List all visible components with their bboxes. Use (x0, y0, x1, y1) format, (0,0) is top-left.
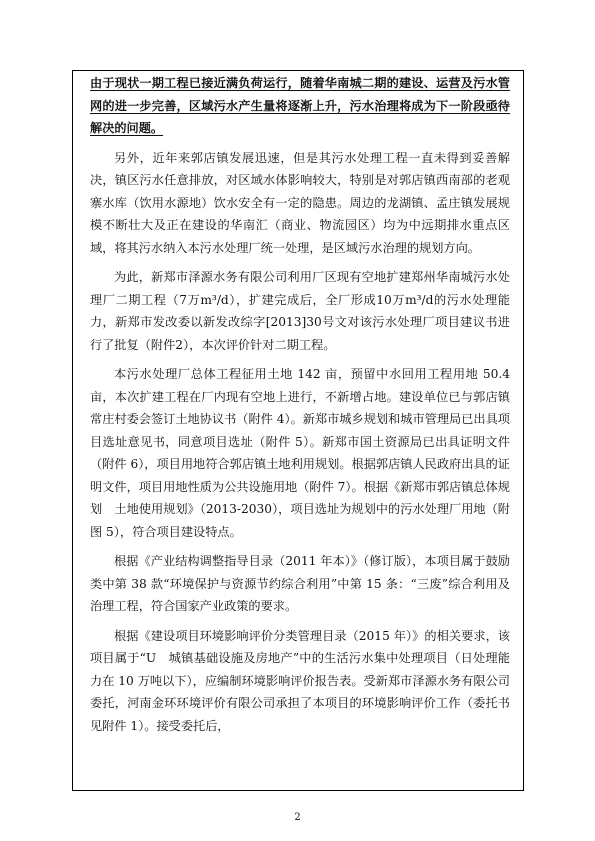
paragraph-expansion: 为此，新郑市泽源水务有限公司利用厂区现有空地扩建郑州华南城污水处理厂二期工程（7万m³/d），扩建完成后，全厂形成10万m³/d的污水处理能力，新郑市发改委以新发改综字[2013]30号文对该污水处理厂项目建议书进行了批复（附件2），本次评价针对二期工程。 (90, 270, 510, 352)
paragraph-policy: 根据《产业结构调整指导目录（2011 年本）》（修订版），本项目属于鼓励类中第 38 款“环境保护与资源节约综合利用”中第 15 条：“三废”综合利用及治理工程，符合国家产业政策的要求。 (90, 554, 510, 613)
page-number: 2 (294, 812, 301, 823)
document-body (90, 72, 510, 744)
paragraph-land: 本污水处理厂总体工程征用土地 142 亩，预留中水回用工程用地 50.4 亩，本次扩建工程在厂内现有空地上进行，不新增占地。建设单位已与郭店镇常庄村委会签订土地协议书（附件 4）。新郑市城乡规划和城市管理局已出具项目选址意见书，同意项目选址（附件 5）。新郑市国土资源局已出具证明文件（附件 6），项目用地符合郭店镇土地利用规划。根据郭店镇人民政府出具的证明文件，项目用地性质为公共设施用地（附件 7）。根据《新郑市郭店镇总体规划 土地使用规划》（2013-2030），项目选址为规划中的污水处理厂用地（附图 5），符合项目建设特点。 (90, 367, 510, 539)
paragraph-intro: 由于现状一期工程已接近满负荷运行，随着华南城二期的建设、运营及污水管网的进一步完善，区域污水产生量将逐渐上升，污水治理将成为下一阶段亟待解决的问题。 (90, 76, 510, 135)
paragraph-assessment: 根据《建设项目环境影响评价分类管理目录（2015 年）》的相关要求，该项目属于“U 城镇基础设施及房地产”中的生活污水集中处理项目（日处理能力在 10 万吨以下），应编制环境影响评价报告表。受新郑市泽源水务有限公司委托，河南金环环境评价有限公司承担了本项目的环境影响评价工作（委托书见附件 1）。接受委托后， (90, 628, 510, 733)
paragraph-background: 另外，近年来郭店镇发展迅速，但是其污水处理工程一直未得到妥善解决，镇区污水任意排放，对区域水体影响较大，特别是对郭店镇西南部的老观寨水库（饮用水源地）饮水安全有一定的隐患。周边的龙湖镇、孟庄镇发展规模不断壮大及正在建设的华南汇（商业、物流园区）均为中远期排水重点区域，将其污水纳入本污水处理厂统一处理，是区域污水治理的规划方向。 (90, 150, 510, 255)
